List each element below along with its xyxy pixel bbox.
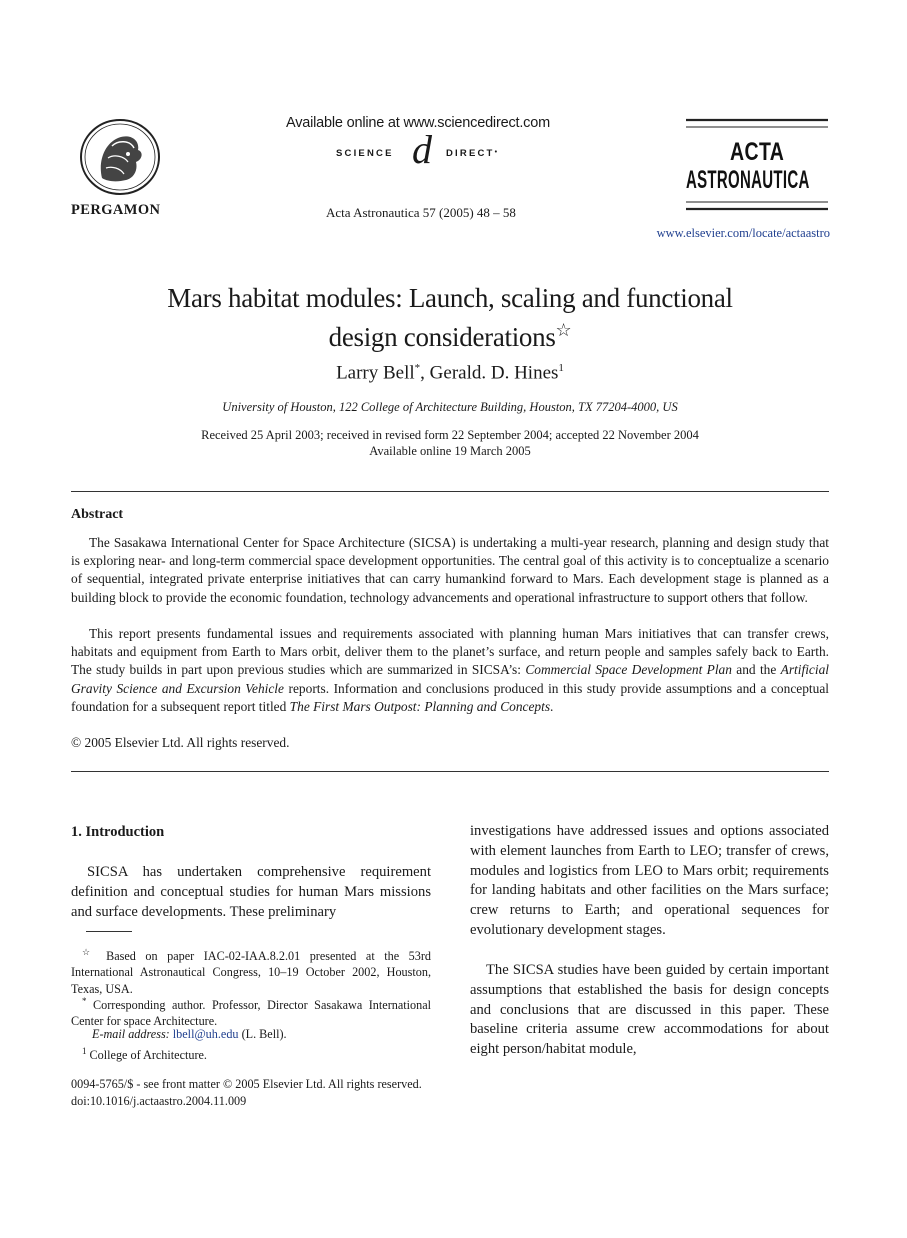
abstract-p2-italic-3: The First Mars Outpost: Planning and Concepts (289, 698, 551, 714)
issn-line: 0094-5765/$ - see front matter © 2005 Elsevier Ltd. All rights reserved. (71, 1077, 422, 1091)
available-online-banner[interactable]: Available online at www.sciencedirect.com (286, 115, 550, 131)
footnote-divider (86, 931, 132, 932)
sd-at-mark: d (412, 127, 432, 172)
sciencedirect-logo[interactable] (336, 127, 522, 176)
email-link[interactable]: lbell@uh.edu (172, 1027, 239, 1041)
publisher-emblem (78, 118, 162, 196)
footnote-2-text: Corresponding author. Professor, Director Sasakawa International Center for space Architecture. (71, 998, 432, 1029)
article-title (70, 282, 830, 353)
divider-bottom (71, 771, 829, 772)
sd-dot: • (494, 149, 500, 156)
author-1: Larry Bell (336, 362, 415, 384)
doi-link[interactable]: doi:10.1016/j.actaastro.2004.11.009 (71, 1094, 247, 1108)
author-list (70, 362, 830, 384)
author-2-mark[interactable]: 1 (558, 362, 564, 374)
sd-right-word: DIRECT (446, 148, 495, 159)
email-suffix: (L. Bell). (238, 1027, 287, 1041)
author-separator: , (420, 362, 430, 384)
footnote-1-mark: ☆ (82, 947, 97, 957)
abstract-p2-b: and the (731, 662, 781, 678)
available-online-date: Available online 19 March 2005 (369, 444, 531, 458)
copyright-line: © 2005 Elsevier Ltd. All rights reserved. (71, 735, 290, 750)
received-dates: Received 25 April 2003; received in revised form 22 September 2004; accepted 22 November 2004 (201, 428, 699, 442)
title-line-2: design considerations (328, 322, 556, 352)
footnote-1-text: Based on paper IAC-02-IAA.8.2.01 presented at the 53rd International Astronautical Congress, 10–19 October 2002, Houston, Texas, USA. (71, 949, 432, 996)
body-right-paragraph-2: The SICSA studies have been guided by certain important assumptions that established the basis for design concepts and conclusions that are discussed in this paper. These baseline criteria assume crew accommodations for about eight person/habitat module, (470, 962, 829, 1058)
journal-reference: Acta Astronautica 57 (2005) 48 – 58 (326, 205, 516, 220)
author-1-mark[interactable]: * (414, 362, 421, 374)
abstract-p2-a: This report presents fundamental issues and requirements associated with planning human Mars initiatives that can transfer crews, habitats and equipment from Earth to Mars orbit, deliver them to the planet’s surface, and return people and samples safely back to Earth. The study builds in part upon previous studies which are summarized in SICSA’s: (71, 626, 829, 678)
body-right-paragraph-1: investigations have addressed issues and options associated with element launches from Earth to LEO; transfer of crews, modules and logistics from LEO to Mars orbit; requirements for landing habitats and other facilities on the Mars surface; crew returns to Earth; and operational sequences for evolutionary development stages. (470, 823, 829, 938)
abstract-paragraph-1: The Sasakawa International Center for Space Architecture (SICSA) is undertaking a multi-year research, planning and design study that is exploring near- and long-term commercial space development opportunities. The central goal of this activity is to conceptualize a scenario of sequential, integrated private enterprise initiatives that can carry humankind forward to Mars. Each development stage is planned as a building block to provide the economic foundation, technology advancements and operational infrastructure to support others that follow. (71, 535, 829, 605)
abstract-p2-d: . (550, 698, 554, 714)
author-2: Gerald. D. Hines (429, 362, 559, 384)
footnote-2 (71, 993, 431, 1030)
footnote-1 (71, 944, 431, 997)
publisher-name: PERGAMON (71, 202, 161, 218)
footnote-2-mark: * (82, 996, 87, 1006)
footnote-email (92, 1026, 432, 1042)
footnote-3 (71, 1043, 431, 1063)
journal-logo-line1: ACTA (730, 138, 785, 166)
title-footnote-mark[interactable]: ☆ (555, 320, 572, 340)
sd-left-text: SCIENCE (336, 148, 394, 159)
abstract-p2-italic-2: Artificial Gravity Science and Excursion Vehicle (71, 662, 829, 696)
sd-right-text (446, 148, 499, 159)
section-heading: 1. Introduction (71, 824, 165, 840)
divider-top (71, 491, 829, 492)
title-line-1: Mars habitat modules: Launch, scaling and functional (167, 283, 733, 313)
abstract-p2-c: reports. Information and conclusions produced in this study provide assumptions and a conceptual foundation for a subsequent report titled (71, 680, 829, 714)
abstract-heading: Abstract (71, 507, 124, 522)
footnote-3-text: College of Architecture. (89, 1048, 207, 1063)
body-left-paragraph: SICSA has undertaken comprehensive requirement definition and conceptual studies for human Mars missions and surface developments. These preliminary (71, 864, 431, 920)
abstract-p2-italic-1: Commercial Space Development Plan (525, 662, 732, 678)
journal-logo (686, 118, 828, 218)
affiliation: University of Houston, 122 College of Architecture Building, Houston, TX 77204-4000, US (222, 400, 678, 414)
footnote-3-mark: 1 (82, 1046, 87, 1056)
email-label: E-mail address: (92, 1027, 170, 1041)
abstract-paragraph-2 (71, 625, 829, 716)
journal-url-link[interactable]: www.elsevier.com/locate/actaastro (656, 226, 830, 240)
journal-logo-line2: ASTRONAUTICA (686, 166, 810, 194)
